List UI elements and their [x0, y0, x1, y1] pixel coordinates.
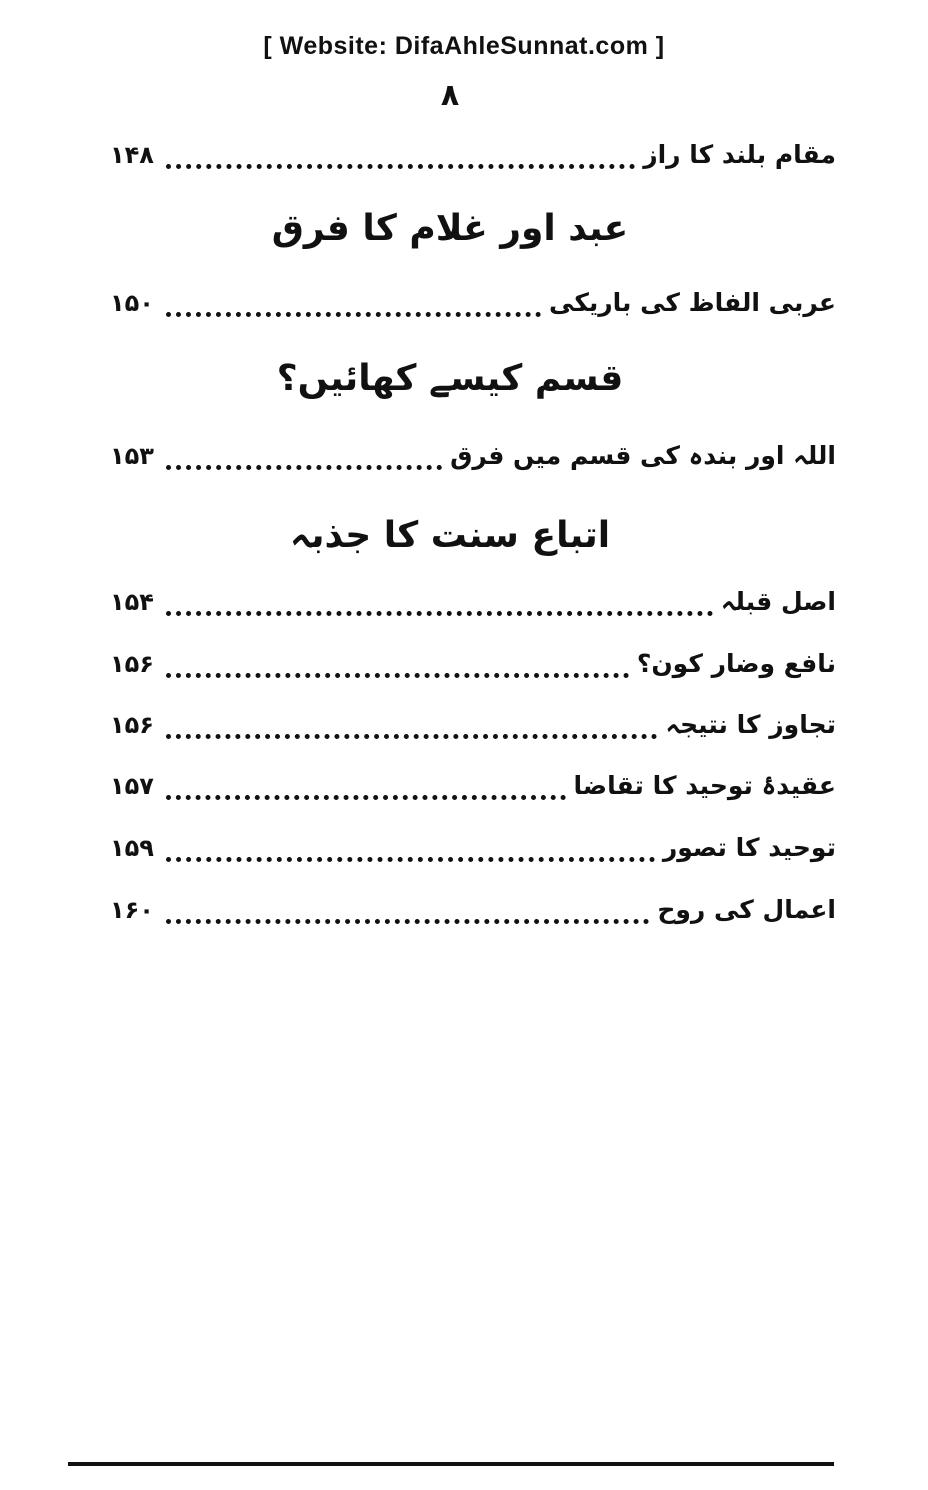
toc-entry-title: اعمال کی روح	[657, 895, 836, 924]
section-heading: قسم کیسے کھائیں؟	[276, 358, 624, 399]
dot-leader	[166, 673, 629, 678]
dot-leader	[166, 312, 541, 317]
toc-entry-title: اللہ اور بندہ کی قسم میں فرق	[450, 441, 836, 470]
toc-entry-page: ۱۵۰	[110, 289, 154, 317]
toc-entry[interactable]	[110, 133, 836, 177]
dot-leader	[166, 611, 713, 616]
toc-entry-page: ۱۶۰	[110, 896, 154, 924]
toc-entry-page: ۱۵۳	[110, 442, 154, 470]
toc-entry-title: اصل قبلہ	[720, 587, 836, 616]
dot-leader	[166, 734, 657, 739]
toc-entry-title: عربی الفاظ کی باریکی	[549, 288, 836, 317]
toc-entry-page: ۱۵۶	[110, 711, 154, 739]
toc-entry[interactable]	[110, 888, 836, 932]
page-number: ۸	[440, 78, 460, 113]
toc-entry[interactable]	[110, 826, 836, 870]
toc-entry-page: ۱۴۸	[110, 141, 154, 169]
dot-leader	[166, 465, 442, 470]
dot-leader	[166, 919, 649, 924]
dot-leader	[166, 164, 635, 169]
toc-entry[interactable]	[110, 434, 836, 478]
toc-entry-page: ۱۵۴	[110, 588, 154, 616]
toc-entry-page: ۱۵۹	[110, 834, 154, 862]
toc-entry[interactable]	[110, 703, 836, 747]
footer-rule	[68, 1462, 834, 1466]
website-header: [ Website: DifaAhleSunnat.com ]	[263, 32, 665, 60]
toc-entry-title: مقام بلند کا راز	[643, 140, 836, 169]
toc-entry[interactable]	[110, 580, 836, 624]
toc-entry[interactable]	[110, 642, 836, 686]
dot-leader	[166, 857, 655, 862]
toc-entry[interactable]	[110, 281, 836, 325]
toc-entry-title: نافع وضار کون؟	[636, 649, 836, 678]
toc-entry-title: عقیدۂ توحید کا تقاضا	[573, 771, 836, 800]
section-heading: اتباع سنت کا جذبہ	[289, 515, 611, 556]
toc-entry-page: ۱۵۶	[110, 650, 154, 678]
toc-entry-page: ۱۵۷	[110, 772, 154, 800]
toc-entry-title: توحید کا تصور	[662, 833, 836, 862]
toc-entry[interactable]	[110, 764, 836, 808]
toc-entry-title: تجاوز کا نتیجہ	[665, 710, 836, 739]
dot-leader	[166, 795, 566, 800]
section-heading: عبد اور غلام کا فرق	[271, 208, 629, 249]
